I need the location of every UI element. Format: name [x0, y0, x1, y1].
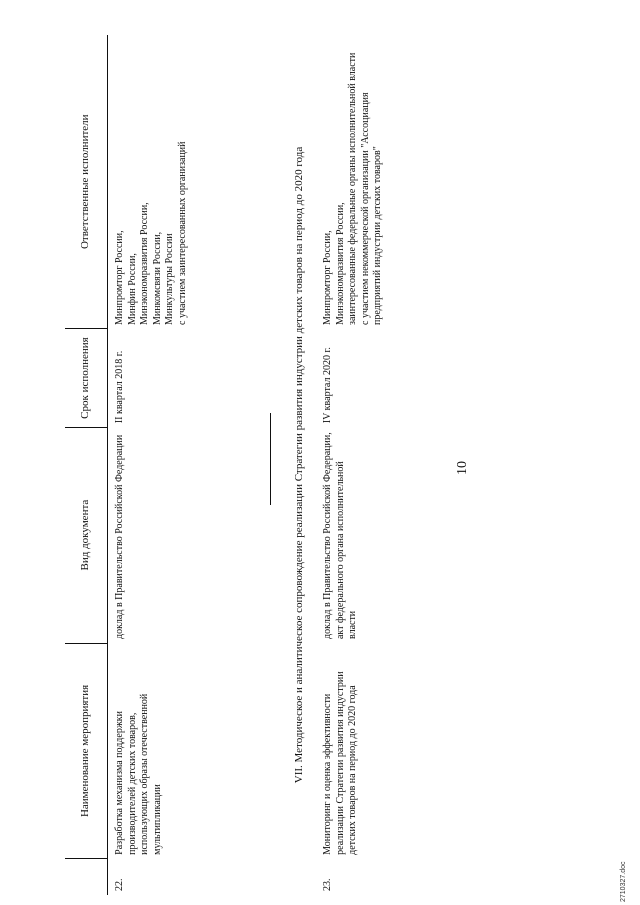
row-number: 22.	[114, 878, 125, 891]
row-deadline: II квартал 2018 г.	[114, 350, 125, 424]
header-deadline: Срок исполнения	[65, 329, 108, 427]
section-heading-row	[282, 35, 316, 895]
file-id-footer: 2710327.doc	[620, 861, 627, 902]
table-header-row	[65, 35, 108, 895]
rotated-document-page	[65, 35, 470, 895]
row-measure-name: Мониторинг и оценка эффективности реализации Стратегии развития индустрии детских товаров на период до 2020 года	[322, 671, 358, 855]
header-name: Наименование мероприятия	[65, 643, 108, 859]
measures-table	[65, 35, 434, 895]
table-row	[108, 35, 283, 895]
header-doc-type: Вид документа	[65, 427, 108, 643]
row-doc-type: доклад в Правительство Российской Федерации	[114, 434, 125, 640]
end-divider-line	[270, 413, 271, 505]
page-number: 10	[455, 461, 470, 475]
row-doc-type: доклад в Правительство Российской Федерации, акт федерального органа исполнительной власти	[322, 432, 358, 640]
header-responsible: Ответственные исполнители	[65, 35, 108, 329]
row-measure-name: Разработка механизма поддержки производителей детских товаров, использующих образы отечественной мультипликации	[114, 693, 163, 855]
section-title: VII. Методическое и аналитическое сопровождение реализации Стратегии развития индустрии детских товаров на период до 2020 года	[293, 146, 306, 784]
row-responsible: Минпромторг России, Минфин России, Минэкономразвития России, Минкомсвязи России, Минкультуры России с участием заинтересованных организаций	[114, 141, 188, 325]
header-number	[65, 859, 108, 895]
row-number: 23.	[322, 878, 333, 891]
row-responsible: Минпромторг России, Минэкономразвития России, заинтересованные федеральные органы исполнительной власти с участием некоммерческой организации "Ассоциация предприятий индустрии детских товаров"	[322, 52, 383, 325]
table-row	[316, 35, 434, 895]
row-deadline: IV квартал 2020 г.	[322, 347, 333, 424]
